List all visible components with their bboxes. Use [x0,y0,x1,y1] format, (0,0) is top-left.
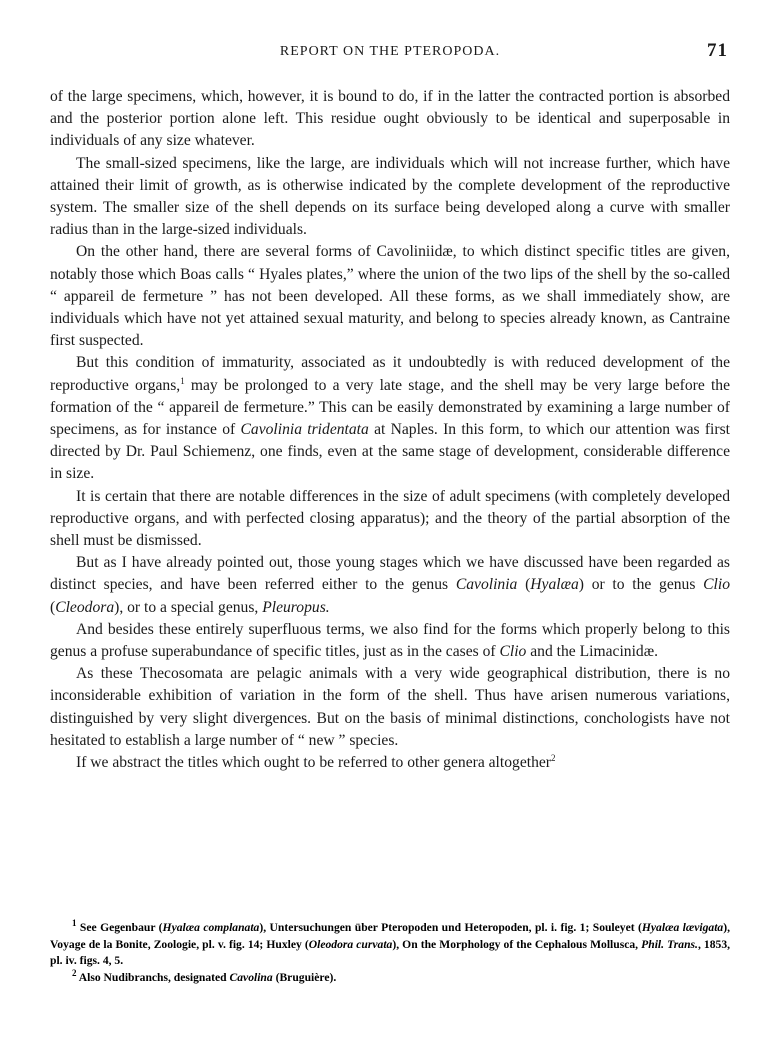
footnote-marker: 1 [72,918,77,929]
italic-text: Pleuropus. [262,598,330,616]
text-run: Also Nudibranchs, designated [76,970,230,984]
text-run: See Gegenbaur ( [76,921,163,934]
italic-text: Oleodora curvata [308,937,393,951]
text-run: On the other hand, there are several forms of Cavoliniidæ, to which distinct specific titles are given, notably those which Boas calls “ Hyales plates,” where the union of the two lips of the shell by the so-called “ appareil de fermeture ” has not been developed. All these forms, as we shall immediately show, are individuals which have not yet attained sexual maturity, and belong to species already known, as Cantraine first suspected. [50,243,730,350]
text-run: ), On the Morphology of the Cephalous Mollusca, [392,937,642,951]
running-title: REPORT ON THE PTEROPODA. [279,44,501,59]
text-run: ( [517,576,531,594]
running-head [50,38,730,68]
text-run: ), Untersuchungen über Pteropoden und Heteropoden, pl. i. fig. 1; Souleyet ( [259,921,642,934]
text-run: of the large specimens, which, however, it is bound to do, if in the latter the contracted portion is absorbed and the posterior portion alone left. This residue ought obviously to be identical and superposable in individuals of any size whatever. [50,88,730,150]
paragraph [50,752,730,774]
paragraph [50,552,730,619]
text-run: The small-sized specimens, like the large, are individuals which will not increase further, which have attained their limit of growth, as is otherwise indicated by the complete development of the reproductive system. The smaller size of the shell depends on its surface being developed along a curve with smaller radius than in the large-sized individuals. [50,154,730,239]
italic-text: Cleodora [55,598,115,616]
page-number: 71 [707,40,728,61]
paragraph [50,86,730,153]
italic-text: Clio [499,643,527,661]
footnote [50,920,730,970]
italic-text: Clio [703,576,730,594]
text-run: As these Thecosomata are pelagic animals with a very wide geographical distribution, there is no inconsiderable exhibition of variation in the form of the shell. Thus have arisen numerous variations, distinguished by very slight divergences. But on the basis of minimal distinctions, conchologists have not hesitated to establish a large number of “ new ” species. [50,665,730,749]
text-run: may be prolonged to a very late stage, and the shell may be very large before the formation of the “ appareil de fermeture.” This can be easily demonstrated by examining a large number of specimens, as for instance of [50,376,730,439]
text-run: at Naples. In this form, to which our attention was first directed by Dr. Paul Schiemenz, one finds, even at the same stage of development, considerable difference in size. [50,421,730,483]
text-run: , 1853, pl. iv. figs. 4, 5. [50,937,731,968]
paragraph [50,663,730,752]
footnote-marker: 2 [550,752,556,763]
text-run: It is certain that there are notable differences in the size of adult specimens (with completely developed reproductive organs, and with perfected closing apparatus); and the theory of the partial absorption of the shell must be dismissed. [50,487,730,550]
text-run: ( [50,598,56,616]
italic-text: Phil. Trans. [641,937,698,951]
paragraph [50,352,730,485]
text-run: But this condition of immaturity, associated as it undoubtedly is with reduced development of the reproductive organs, [50,354,730,394]
footnote-marker: 1 [180,375,185,386]
italic-text: Hyalæa complanata [162,921,260,934]
paragraph [50,241,730,352]
text-run: ) or to the genus [578,576,704,594]
text-run: (Bruguière). [272,970,337,984]
paragraph [50,153,730,242]
text-run: ), or to a special genus, [114,598,263,616]
text-run: But as I have already pointed out, those young stages which we have discussed have been regarded as distinct species, and have been referred either to the genus [50,554,730,594]
text-run: ), Voyage de la Bonite, Zoologie, pl. v. fig. 14; Huxley ( [50,921,730,951]
footnote [50,967,730,987]
italic-text: Hyalæa lævigata [641,921,724,934]
italic-text: Cavolinia tridentata [240,421,369,439]
text-run: and the Limacinidæ. [526,643,659,661]
body-text [50,86,730,774]
italic-text: Hyalæa [530,576,579,594]
paragraph [50,486,730,553]
italic-text: Cavolinia [455,576,518,594]
footnotes [50,920,730,986]
text-run: If we abstract the titles which ought to be referred to other genera altogether [76,754,551,772]
footnote-marker: 2 [72,967,77,978]
text-run: And besides these entirely superfluous terms, we also find for the forms which properly belong to this genus a profuse superabundance of specific titles, just as in the cases of [50,620,730,661]
paragraph [50,619,730,663]
italic-text: Cavolina [229,970,273,984]
